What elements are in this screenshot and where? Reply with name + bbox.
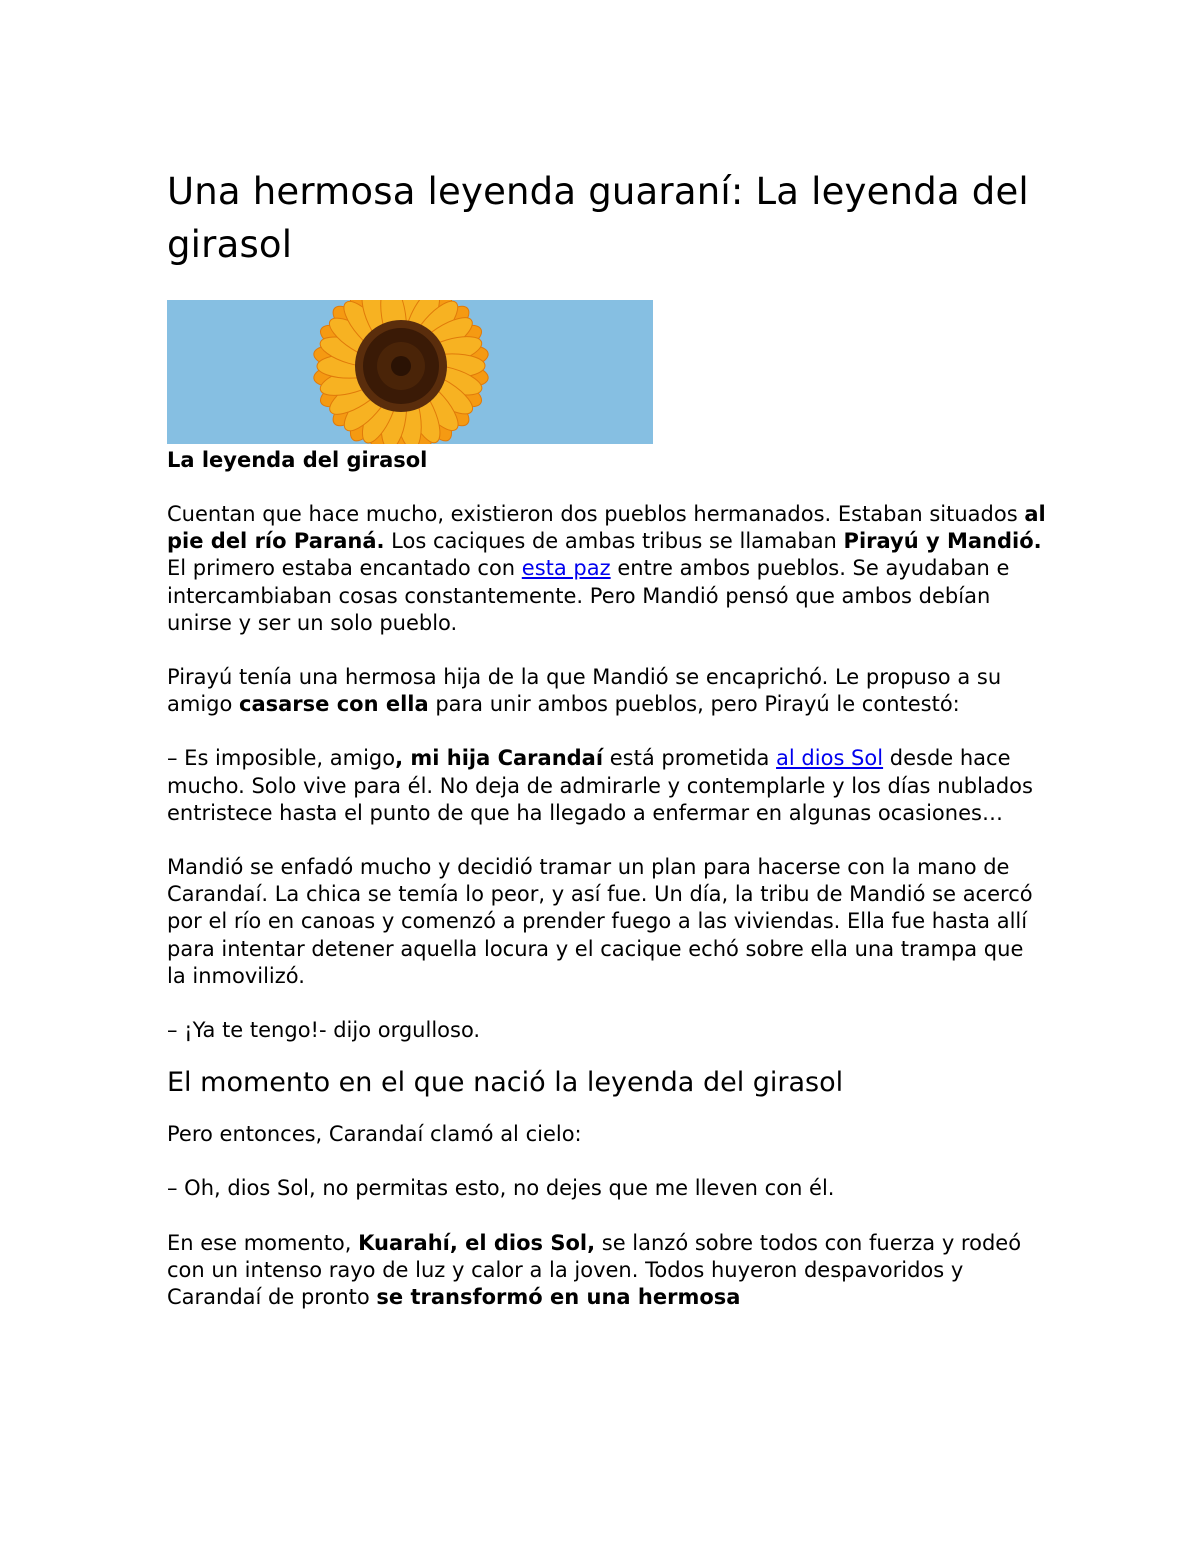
- image-caption: La leyenda del girasol: [167, 448, 428, 472]
- sunflower-icon: [167, 300, 653, 444]
- sunflower-image: [167, 300, 653, 444]
- document-page: [167, 165, 1047, 1311]
- page-title: Una hermosa leyenda guaraní: La leyenda del girasol: [167, 170, 1029, 266]
- section-heading: El momento en el que nació la leyenda del girasol: [167, 1067, 844, 1099]
- link-esta-paz[interactable]: esta paz: [521, 556, 611, 581]
- link-al-dios-sol[interactable]: al dios Sol: [776, 746, 884, 771]
- paragraph-4: Mandió se enfadó mucho y decidió tramar un plan para hacerse con la mano de Carandaí. La chica se temía lo peor, y así fue. Un día, la tribu de Mandió se acercó por el río en canoas y comenzó a prender fuego a las viviendas. Ella fue hasta allí para intentar detener aquella locura y el cacique echó sobre ella una trampa que la inmovilizó.: [167, 855, 1033, 988]
- paragraph-3: – Es imposible, amigo, mi hija Carandaí está prometida al dios Sol desde hace mucho. Solo vive para él. No deja de admirarle y contemplarle y los días nublados entristece hasta el punto de que ha llegado a enfermar en algunas ocasiones…: [167, 746, 1033, 825]
- paragraph-1: Cuentan que hace mucho, existieron dos pueblos hermanados. Estaban situados al pie del río Paraná. Los caciques de ambas tribus se llamaban Pirayú y Mandió. El primero estaba encantado con esta paz entre ambos pueblos. Se ayudaban e intercambiaban cosas constantemente. Pero Mandió pensó que ambos debían unirse y ser un solo pueblo.: [167, 502, 1046, 635]
- paragraph-2: Pirayú tenía una hermosa hija de la que Mandió se encaprichó. Le propuso a su amigo casarse con ella para unir ambos pueblos, pero Pirayú le contestó:: [167, 665, 1002, 717]
- paragraph-5: – ¡Ya te tengo!- dijo orgulloso.: [167, 1018, 481, 1043]
- paragraph-7: – Oh, dios Sol, no permitas esto, no dejes que me lleven con él.: [167, 1176, 835, 1201]
- paragraph-8: En ese momento, Kuarahí, el dios Sol, se lanzó sobre todos con fuerza y rodeó con un intenso rayo de luz y calor a la joven. Todos huyeron despavoridos y Carandaí de pronto se transformó en una hermosa: [167, 1230, 1022, 1310]
- paragraph-6: Pero entonces, Carandaí clamó al cielo:: [167, 1122, 582, 1147]
